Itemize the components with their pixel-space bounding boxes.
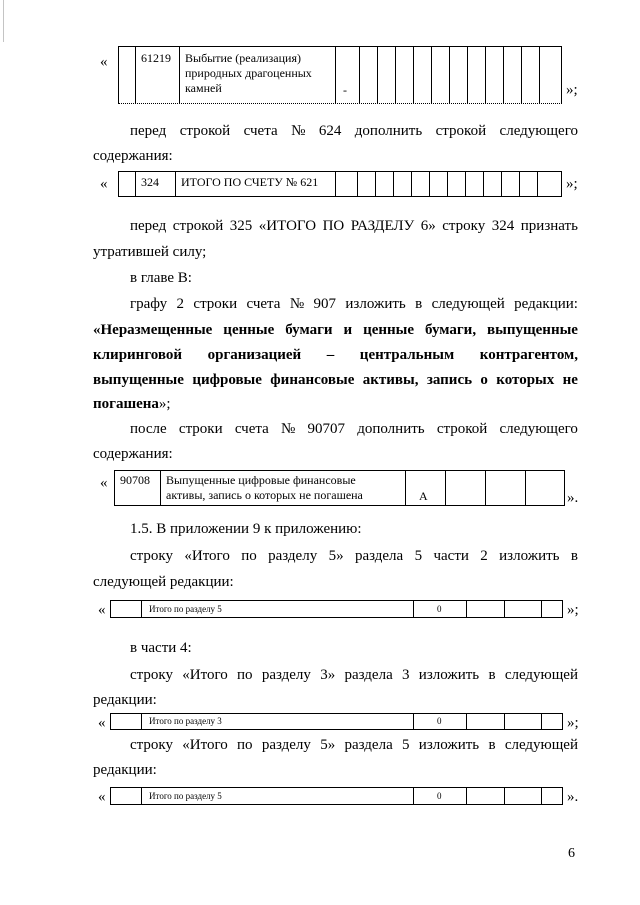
account-code: 90708 bbox=[120, 473, 150, 487]
quote-open: « bbox=[98, 602, 106, 618]
paragraph-line: утратившей силу; bbox=[93, 244, 207, 260]
account-name-line: камней bbox=[185, 81, 222, 95]
paragraph-line: в части 4: bbox=[130, 640, 192, 656]
quote-close: »; bbox=[566, 176, 578, 192]
quote-open: « bbox=[100, 176, 108, 192]
quote-close: »; bbox=[567, 602, 579, 618]
scan-edge-mark bbox=[3, 0, 4, 42]
table-row-90708 bbox=[114, 470, 565, 506]
quote-open: « bbox=[100, 475, 108, 491]
paragraph-line: в главе В: bbox=[130, 270, 192, 286]
bold-paragraph-line: «Неразмещенные ценные бумаги и ценные бумаги, выпущенные bbox=[93, 322, 578, 338]
paragraph-line: содержания: bbox=[93, 446, 173, 462]
table-row-324 bbox=[118, 171, 562, 197]
account-name-line: активы, запись о которых не погашена bbox=[166, 488, 363, 502]
paragraph-line: строку «Итого по разделу 3» раздела 3 изложить в следующей bbox=[130, 667, 578, 683]
quote-close: ». bbox=[567, 789, 579, 805]
cell-mark: - bbox=[343, 83, 347, 97]
total-value: 0 bbox=[437, 716, 442, 726]
quote-open: « bbox=[98, 715, 106, 731]
paragraph-line: строку «Итого по разделу 5» раздела 5 изложить в следующей bbox=[130, 737, 578, 753]
paragraph-line: графу 2 строки счета № 907 изложить в следующей редакции: bbox=[130, 296, 578, 312]
paragraph-line: строку «Итого по разделу 5» раздела 5 части 2 изложить в bbox=[130, 548, 578, 564]
quote-close: ». bbox=[567, 490, 579, 506]
account-name-line: Выбытие (реализация) bbox=[185, 51, 301, 65]
quote-open: « bbox=[98, 789, 106, 805]
paragraph-line: погашена»; bbox=[93, 396, 171, 412]
table-row-total-section-5 bbox=[110, 600, 563, 618]
paragraph-line: редакции: bbox=[93, 692, 157, 708]
table-row-total-section-3 bbox=[110, 713, 563, 730]
total-label: Итого по разделу 5 bbox=[149, 604, 222, 614]
quote-close: »; bbox=[566, 82, 578, 98]
total-value: 0 bbox=[437, 791, 442, 801]
paragraph-line: 1.5. В приложении 9 к приложению: bbox=[130, 521, 362, 537]
paragraph-line: содержания: bbox=[93, 148, 173, 164]
paragraph-line: следующей редакции: bbox=[93, 574, 234, 590]
cell-mark: А bbox=[419, 489, 428, 503]
paragraph-line: редакции: bbox=[93, 762, 157, 778]
table-row-total-section-5 bbox=[110, 787, 563, 805]
table-row-61219 bbox=[118, 46, 562, 104]
paragraph-line: после строки счета № 90707 дополнить строкой следующего bbox=[130, 421, 578, 437]
bold-paragraph-line: выпущенные цифровые финансовые активы, запись о которых не bbox=[93, 372, 578, 388]
total-label: Итого по разделу 5 bbox=[149, 791, 222, 801]
account-name: ИТОГО ПО СЧЕТУ № 621 bbox=[181, 175, 319, 189]
account-name-line: Выпущенные цифровые финансовые bbox=[166, 473, 356, 487]
page-number: 6 bbox=[568, 846, 575, 861]
quote-open: « bbox=[100, 54, 108, 70]
paragraph-line: перед строкой 325 «ИТОГО ПО РАЗДЕЛУ 6» строку 324 признать bbox=[130, 218, 578, 234]
quote-close: »; bbox=[567, 715, 579, 731]
total-value: 0 bbox=[437, 604, 442, 614]
account-code: 61219 bbox=[141, 51, 171, 65]
bold-paragraph-line: клиринговой организацией – центральным контрагентом, bbox=[93, 347, 578, 363]
total-label: Итого по разделу 3 bbox=[149, 716, 222, 726]
account-name-line: природных драгоценных bbox=[185, 66, 312, 80]
row-bottom-line bbox=[118, 103, 562, 104]
paragraph-line: перед строкой счета № 624 дополнить строкой следующего bbox=[130, 123, 578, 139]
account-code: 324 bbox=[141, 175, 159, 189]
